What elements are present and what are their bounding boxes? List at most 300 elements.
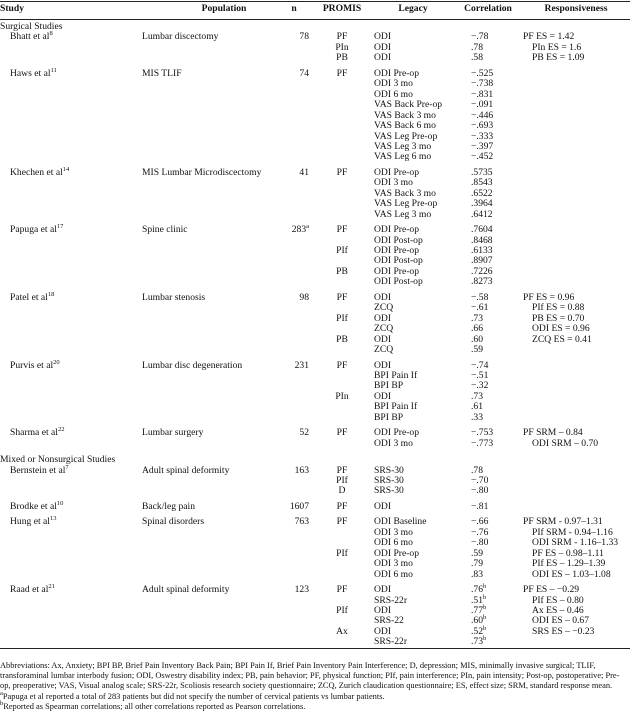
correlation-value: [471, 413, 483, 423]
legacy-measure-text: ODI: [374, 584, 392, 596]
responsiveness-value-text: ODI ES – 0.67: [532, 615, 590, 627]
correlation-value-text: .6412: [471, 208, 493, 220]
study-n-text: 98: [299, 291, 309, 303]
correlation-value: [471, 345, 483, 355]
header-correlation: Correlation: [464, 3, 512, 14]
legacy-measure-text: ODI 3 mo: [374, 526, 413, 538]
responsiveness-value-text: PB ES = 1.09: [532, 52, 585, 64]
legacy-measure-text: SRS-30: [374, 475, 404, 486]
promis-measure-text: PF: [336, 224, 348, 236]
study-name: [10, 165, 70, 178]
legacy-measure: [374, 277, 423, 287]
correlation-value-footnote-marker: b: [483, 593, 487, 601]
correlation-value-text: −.452: [471, 151, 494, 163]
legacy-measure-text: ZCQ: [374, 323, 394, 335]
promis-measure-text: PIn: [335, 390, 349, 402]
correlation-value-text: .59: [471, 547, 483, 559]
promis-measure-text: PIf: [336, 312, 348, 324]
promis-measure: [337, 585, 348, 595]
correlation-value-text: −.753: [471, 427, 494, 439]
correlation-value-text: −.58: [471, 291, 489, 303]
promis-measure: [336, 606, 348, 616]
responsiveness-value-text: PF ES – 0.98–1.11: [532, 547, 604, 559]
header-responsiveness: Responsiveness: [544, 3, 608, 14]
correlation-value-text: .52: [471, 625, 483, 637]
correlation-value-text: −.738: [471, 78, 494, 90]
legacy-measure: [374, 502, 391, 512]
promis-measure: [337, 168, 348, 178]
legacy-measure-text: ODI: [374, 500, 392, 512]
legacy-measure: [374, 439, 413, 449]
promis-measure: [336, 53, 348, 63]
footnote-b-text: Reported as Spearman correlations; all other correlations reported as Pearson correlations.: [3, 701, 306, 711]
promis-measure: [337, 293, 348, 303]
legacy-measure-text: ODI: [374, 390, 392, 402]
responsiveness-value: [532, 439, 598, 449]
legacy-measure-text: ODI: [374, 333, 392, 345]
correlation-value-text: −.76: [471, 526, 489, 538]
legacy-measure-text: SRS-22r: [374, 594, 408, 606]
footnote-a-text: Papuga et al reported a total of 283 patients but did not specify the number of cervical patients vs lumbar patients.: [2, 691, 385, 701]
correlation-value-text: .83: [471, 568, 483, 580]
correlation-value-text: .73: [471, 312, 483, 324]
responsiveness-value: [532, 335, 592, 345]
legacy-measure-text: ODI: [374, 312, 392, 324]
study-population-text: Lumbar surgery: [142, 427, 204, 439]
legacy-measure-text: BPI Pain If: [374, 369, 418, 381]
promis-measure: [336, 267, 348, 277]
correlation-value-text: .6522: [471, 187, 493, 199]
legacy-measure-text: SRS-30: [374, 485, 404, 497]
legacy-measure-text: ODI: [374, 359, 392, 371]
correlation-value-text: .58: [471, 52, 483, 64]
promis-measure: [337, 69, 348, 79]
responsiveness-value-text: ODI SRM - 1.16–1.33: [532, 537, 619, 549]
legacy-measure-text: ODI Pre-op: [374, 245, 420, 256]
study-population: [142, 585, 229, 595]
legacy-measure: [374, 637, 407, 647]
study-population: [142, 32, 218, 42]
study-population: [142, 293, 205, 303]
correlation-value-text: .8907: [471, 255, 493, 267]
study-n-text: 52: [299, 427, 309, 439]
correlation-value-text: −.446: [471, 109, 494, 121]
study-n: [299, 168, 309, 178]
correlation-value-text: .33: [471, 411, 483, 423]
study-name-footnote-marker: 13: [49, 515, 57, 523]
promis-measure-text: PB: [336, 333, 348, 345]
correlation-value-text: −.091: [471, 99, 494, 111]
promis-measure-text: PF: [336, 359, 348, 371]
correlation-value-footnote-marker: b: [483, 582, 487, 590]
promis-measure: [336, 314, 348, 324]
legacy-measure-text: ODI 6 mo: [374, 537, 413, 549]
study-population-text: Lumbar discectomy: [142, 31, 219, 43]
legacy-measure-text: ODI: [374, 52, 392, 64]
correlation-value-text: −.80: [471, 537, 489, 549]
responsiveness-value-text: PIf ES = 0.88: [532, 302, 585, 314]
correlation-value-text: −.397: [471, 140, 494, 152]
responsiveness-value: [532, 53, 584, 63]
promis-measure: [337, 361, 348, 371]
legacy-measure: [374, 210, 431, 220]
promis-measure-text: PIf: [336, 245, 348, 256]
legacy-measure-text: ODI Post-op: [374, 255, 423, 267]
correlation-value-text: −.70: [471, 475, 489, 486]
promis-measure: [337, 225, 348, 235]
legacy-measure: [374, 345, 393, 355]
promis-measure-text: PF: [336, 584, 348, 596]
legacy-measure-text: ODI Pre-op: [374, 224, 420, 236]
responsiveness-value-text: PF SRM - 0.97–1.31: [523, 516, 603, 528]
study-name-footnote-marker: 22: [57, 426, 65, 433]
study-n-text: 283: [291, 224, 307, 236]
legacy-measure-text: SRS-22: [374, 615, 404, 627]
study-n: [299, 428, 309, 438]
correlation-value-text: .6133: [471, 245, 493, 256]
legacy-measure-text: ODI 3 mo: [374, 558, 413, 570]
correlation-value-text: .77: [471, 604, 483, 616]
legacy-measure-text: ODI Post-op: [374, 276, 423, 288]
responsiveness-value-text: PIf ES – 0.80: [532, 594, 584, 606]
study-name: [10, 582, 55, 596]
responsiveness-value-text: PIf ES – 1.29–1.39: [532, 558, 606, 570]
promis-measure-text: PB: [336, 52, 348, 64]
correlation-value-text: −.773: [471, 437, 494, 449]
study-name-footnote-marker: 11: [50, 66, 57, 74]
study-population: [142, 361, 242, 371]
top-rule: [0, 1, 630, 2]
study-n: [299, 69, 309, 79]
study-name-text: Hung et al: [10, 516, 50, 528]
promis-measure-text: PB: [336, 265, 348, 277]
correlation-value-text: −.61: [471, 302, 489, 314]
promis-measure-text: PF: [336, 291, 348, 303]
legacy-measure-text: BPI BP: [374, 380, 404, 392]
correlation-value-text: .8273: [471, 276, 493, 288]
responsiveness-value-text: PF SRM – 0.84: [523, 427, 583, 439]
legacy-measure-text: ODI 3 mo: [374, 437, 413, 449]
correlation-value-text: .8543: [471, 177, 493, 189]
correlation-value: [471, 53, 483, 63]
study-population: [142, 502, 195, 512]
legacy-measure-text: ZCQ: [374, 344, 394, 356]
correlation-value: [471, 152, 493, 162]
study-n: [295, 466, 309, 476]
study-name: [10, 358, 60, 371]
study-name: [10, 222, 64, 236]
promis-measure-text: PF: [336, 464, 348, 476]
correlation-value-text: −.333: [471, 130, 494, 142]
header-population: Population: [201, 3, 247, 14]
study-n-text: 231: [294, 359, 309, 371]
legacy-measure-text: ODI: [374, 31, 392, 43]
table-bottom-rule: [0, 648, 630, 649]
responsiveness-value-text: PF ES = 1.42: [523, 31, 575, 43]
promis-measure: [336, 549, 348, 559]
legacy-measure-text: ODI: [374, 625, 392, 637]
legacy-measure-text: VAS Leg 3 mo: [374, 208, 432, 220]
legacy-measure: [374, 486, 404, 496]
study-name: [10, 290, 55, 303]
correlation-value-text: −.693: [471, 120, 494, 132]
study-name-text: Khechen et al: [10, 166, 63, 178]
correlation-value-footnote-marker: b: [483, 603, 487, 611]
study-name: [10, 428, 64, 438]
responsiveness-value: [532, 627, 594, 637]
study-population: [142, 428, 203, 438]
footnote-b: [0, 702, 628, 712]
responsiveness-value-text: PIf SRM - 0.94–1.16: [532, 526, 613, 538]
study-name-text: Haws et al: [10, 67, 51, 79]
header-n: n: [291, 3, 297, 14]
study-n-text: 41: [299, 166, 309, 178]
correlation-value-text: .5735: [471, 166, 493, 178]
correlation-value-text: −.80: [471, 485, 489, 497]
correlation-value: [471, 210, 493, 220]
correlation-value-footnote-marker: b: [483, 614, 487, 622]
study-name-footnote-marker: 20: [53, 358, 60, 366]
study-n-text: 74: [299, 67, 309, 79]
legacy-measure-text: VAS Back Pre-op: [374, 99, 443, 111]
section-title-text: Mixed or Nonsurgical Studies: [0, 454, 116, 466]
legacy-measure: [374, 53, 391, 63]
responsiveness-value-text: PB ES = 0.70: [532, 312, 585, 324]
legacy-measure-text: ODI: [374, 604, 392, 616]
study-n: [295, 361, 309, 371]
correlation-value: [471, 637, 486, 647]
study-name-text: Brodke et al: [10, 500, 57, 512]
study-name-footnote-marker: 21: [48, 582, 55, 590]
study-population: [142, 69, 182, 79]
correlation-value: [471, 277, 493, 287]
legacy-measure-text: SRS-30: [374, 464, 404, 476]
responsiveness-value-text: SRS ES – −0.23: [532, 625, 595, 637]
legacy-measure-text: ODI: [374, 41, 392, 53]
study-n-footnote-marker: a: [306, 222, 309, 230]
promis-measure-text: PIn: [335, 41, 349, 53]
correlation-value-text: −.51: [471, 369, 489, 381]
study-population-text: Lumbar disc degeneration: [142, 359, 243, 371]
correlation-value-text: .60: [471, 333, 483, 345]
correlation-value-text: .76: [471, 584, 483, 596]
study-population: [142, 466, 229, 476]
study-n: [299, 293, 309, 303]
study-name-text: Papuga et al: [10, 224, 57, 236]
legacy-measure-text: ODI Pre-op: [374, 427, 420, 439]
study-population-text: Adult spinal deformity: [142, 584, 230, 596]
correlation-value-text: −.74: [471, 359, 489, 371]
legacy-measure-text: ODI Pre-op: [374, 67, 420, 79]
correlation-value-footnote-marker: b: [483, 635, 487, 643]
legacy-measure-text: ODI Pre-op: [374, 166, 420, 178]
correlation-value-text: .3964: [471, 198, 493, 210]
study-n-text: 763: [294, 516, 309, 528]
study-n: [295, 517, 309, 527]
study-population-text: MIS TLIF: [142, 67, 182, 79]
study-population-text: Back/leg pain: [142, 500, 196, 512]
promis-measure: [337, 517, 348, 527]
footnote-a: [0, 689, 628, 702]
promis-measure: [337, 428, 348, 438]
correlation-value-text: .7604: [471, 224, 493, 236]
study-name-footnote-marker: 18: [47, 290, 55, 298]
footnote-a-marker: a: [0, 689, 3, 697]
footnote-abbreviations: Abbreviations: Ax, Anxiety; BPI BP, Brief Pain Inventory Back Pain; BPI Pain If, Brief Pain Inventory Pain Interference; D, depression; MIS, minimally invasive surgical; TLIF, transforaminal lumbar interbody fusion; ODI, Oswestry disability index; PB, pain behavior; PF, physical function; PIf, pain interference; PIn, pain intensity; Post-op, postoperative; Pre-op, preoperative; VAS, Visual analog scale; SRS-22r, Scoliosis research society questionnaire; ZCQ, Zurich claudication questionnaire; ES, effect size; SRM, standard response mean.: [0, 661, 620, 691]
correlation-value-text: .79: [471, 558, 483, 570]
study-population-text: Spinal disorders: [142, 516, 205, 528]
legacy-measure-text: ODI Baseline: [374, 516, 427, 528]
study-name-text: Sharma et al: [10, 427, 58, 439]
correlation-value-footnote-marker: b: [483, 624, 487, 632]
legacy-measure-text: SRS-22r: [374, 636, 408, 648]
responsiveness-value-text: Ax ES – 0.46: [532, 604, 584, 616]
promis-measure-text: PIf: [336, 604, 348, 616]
responsiveness-value-text: PIn ES = 1.6: [532, 41, 582, 53]
correlation-value-text: .60: [471, 615, 483, 627]
header-promis: PROMIS: [322, 3, 362, 14]
promis-measure-text: Ax: [336, 625, 348, 637]
responsiveness-value-text: ODI SRM – 0.70: [532, 437, 599, 449]
promis-measure: [339, 486, 346, 496]
study-n-text: 163: [294, 464, 309, 476]
study-name-text: Bhatt et al: [10, 31, 50, 43]
promis-measure-text: PF: [336, 67, 348, 79]
section-title-text: Surgical Studies: [0, 21, 63, 32]
study-name-footnote-marker: 17: [56, 222, 64, 230]
correlation-value-text: .73: [471, 636, 483, 648]
promis-measure-text: PIf: [336, 475, 348, 486]
header-legacy: Legacy: [398, 3, 428, 14]
legacy-measure-text: ZCQ: [374, 302, 394, 314]
study-n-text: 123: [294, 584, 309, 596]
correlation-value-text: .61: [471, 401, 483, 413]
study-population: [142, 168, 261, 178]
correlation-value-text: −.78: [471, 31, 489, 43]
legacy-measure-text: ODI 3 mo: [374, 177, 413, 189]
legacy-measure-text: ODI Pre-op: [374, 265, 420, 277]
correlation-value-text: −.81: [471, 500, 489, 512]
study-population-text: Spine clinic: [142, 224, 188, 236]
study-name-text: Purvis et al: [10, 359, 54, 371]
correlation-value-text: .73: [471, 390, 483, 402]
legacy-measure: [374, 152, 431, 162]
study-n-text: 1607: [289, 500, 309, 512]
legacy-measure: [374, 413, 403, 423]
responsiveness-value: [532, 570, 611, 580]
study-name: [10, 517, 56, 527]
study-name-footnote-marker: 7: [65, 463, 69, 471]
study-name: [10, 32, 53, 42]
header-study: Study: [0, 3, 24, 14]
correlation-value: [471, 502, 488, 512]
promis-measure-text: PF: [336, 31, 348, 43]
correlation-value-text: −.831: [471, 88, 494, 100]
study-n-text: 78: [299, 31, 309, 43]
legacy-measure-text: ODI 6 mo: [374, 88, 413, 100]
legacy-measure-text: VAS Leg 3 mo: [374, 140, 432, 152]
correlation-value: [471, 486, 488, 496]
correlation-value-text: .7226: [471, 265, 493, 277]
correlation-value-text: −.525: [471, 67, 494, 79]
legacy-measure-text: VAS Back 3 mo: [374, 109, 436, 121]
legacy-measure-text: VAS Leg Pre-op: [374, 130, 438, 142]
legacy-measure-text: ODI: [374, 291, 392, 303]
responsiveness-value-text: ODI ES = 0.96: [532, 323, 590, 335]
study-name-footnote-marker: 10: [56, 499, 64, 507]
study-name-text: Raad et al: [10, 584, 49, 596]
promis-measure: [336, 246, 348, 256]
promis-measure: [335, 392, 348, 402]
promis-measure-text: PF: [336, 166, 348, 178]
legacy-measure-text: ODI 3 mo: [374, 78, 413, 90]
legacy-measure-text: BPI Pain If: [374, 401, 418, 413]
study-name: [10, 463, 69, 476]
correlation-value: [471, 439, 493, 449]
correlation-value: [471, 570, 483, 580]
responsiveness-value-text: PF ES – −0.29: [523, 584, 580, 596]
study-n: [299, 32, 309, 42]
correlation-value-text: −.66: [471, 516, 489, 528]
responsiveness-value-text: PF ES = 0.96: [523, 291, 575, 303]
promis-measure-text: PF: [336, 427, 348, 439]
header-rule: [0, 19, 630, 20]
promis-measure: [336, 335, 348, 345]
study-population-text: Lumbar stenosis: [142, 291, 206, 303]
footnote-b-marker: b: [0, 700, 4, 708]
correlation-value-text: .51: [471, 594, 483, 606]
correlation-value-text: .59: [471, 344, 483, 356]
study-population: [142, 225, 188, 235]
legacy-measure-text: VAS Leg 6 mo: [374, 151, 432, 163]
legacy-measure: [374, 570, 413, 580]
correlation-value-text: −.32: [471, 380, 489, 392]
correlation-value-text: .78: [471, 41, 483, 53]
study-name: [10, 66, 57, 79]
legacy-measure-text: ODI Pre-op: [374, 547, 420, 559]
correlation-value-text: .78: [471, 464, 483, 476]
promis-measure: [337, 502, 348, 512]
correlation-value-text: .66: [471, 323, 483, 335]
promis-measure-text: PIf: [336, 547, 348, 559]
promis-measure-text: PF: [336, 500, 348, 512]
study-n: [291, 222, 309, 236]
study-population-text: MIS Lumbar Microdiscectomy: [142, 166, 262, 178]
promis-measure-text: D: [338, 485, 346, 497]
promis-measure: [336, 627, 348, 637]
study-population: [142, 517, 204, 527]
responsiveness-value-text: ZCQ ES = 0.41: [532, 333, 592, 345]
legacy-measure-text: BPI BP: [374, 411, 404, 423]
study-name: [10, 499, 64, 512]
study-n: [295, 585, 309, 595]
table-footnotes: [0, 661, 628, 712]
legacy-measure-text: ODI 6 mo: [374, 568, 413, 580]
study-name-footnote-marker: 14: [62, 165, 70, 173]
study-n: [290, 502, 309, 512]
study-name-text: Patel et al: [10, 291, 48, 303]
study-name-footnote-marker: 8: [49, 30, 53, 38]
legacy-measure-text: VAS Leg Pre-op: [374, 198, 438, 210]
promis-measure-text: PF: [336, 516, 348, 528]
responsiveness-value-text: ODI ES – 1.03–1.08: [532, 568, 611, 580]
correlation-value-text: .8468: [471, 234, 493, 246]
legacy-measure-text: VAS Back 6 mo: [374, 120, 436, 132]
study-population-text: Adult spinal deformity: [142, 464, 230, 476]
legacy-measure-text: VAS Back 3 mo: [374, 187, 436, 199]
legacy-measure-text: ODI Post-op: [374, 234, 423, 246]
study-name-text: Bernstein et al: [10, 464, 66, 476]
